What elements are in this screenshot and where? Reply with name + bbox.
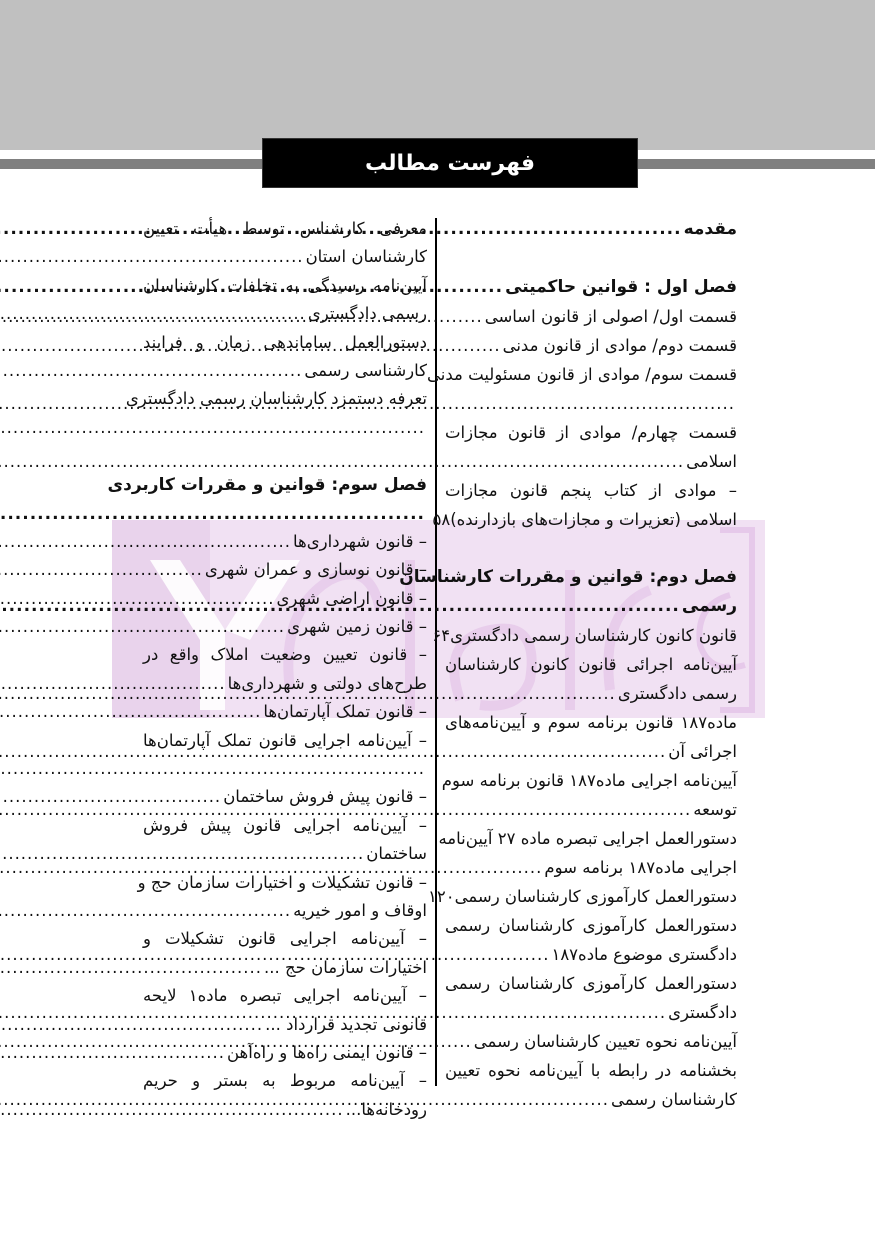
toc-entry-title: – قانون زمین شهری — [287, 617, 427, 637]
dot-leader — [0, 556, 205, 584]
toc-entry-title: مقدمه — [683, 219, 737, 239]
toc-entry[interactable] — [143, 755, 427, 783]
toc-page-number: ۶۴ — [432, 626, 451, 645]
toc-entry-line[interactable]: معرفی کارشناس توسط هیأت تعیین — [143, 219, 427, 238]
toc-entry-title: دادگستری موضوع ماده۱۸۷ — [551, 945, 737, 964]
toc-entry[interactable] — [143, 954, 427, 982]
toc-entry[interactable] — [143, 783, 427, 811]
toc-entry[interactable] — [143, 1039, 427, 1067]
toc-entry-title: رودخانه‌ها... — [345, 1099, 427, 1119]
toc-entry-line[interactable]: آیین‌نامه رسیدگی به تخلفات کارشناسان — [143, 275, 427, 295]
toc-entry[interactable] — [445, 1027, 737, 1056]
toc-entry[interactable] — [445, 331, 737, 360]
dot-leader — [0, 698, 263, 726]
toc-entry[interactable] — [143, 528, 427, 556]
toc-entry[interactable] — [143, 670, 427, 698]
toc-entry-title: – قانون تملک آپارتمان‌ها — [263, 702, 427, 722]
toc-entry-title: توسعه — [693, 800, 737, 819]
toc-entry-title: – قانون شهرداری‌ها — [293, 531, 427, 551]
toc-entry[interactable] — [143, 840, 427, 868]
toc-entry-line[interactable]: بخشنامه در رابطه با آیین‌نامه نحوه تعیین — [445, 1061, 737, 1080]
dot-leader — [0, 897, 293, 925]
spacer — [445, 534, 737, 563]
toc-entry-title: اجرایی ماده۱۸۷ برنامه سوم — [544, 858, 737, 877]
dot-leader — [0, 840, 366, 868]
toc-entry-line[interactable]: دستورالعمل کارآموزی کارشناسان رسمی — [445, 916, 737, 935]
dot-leader — [0, 500, 427, 528]
toc-entry-title: اسلامی (تعزیرات و مجازات‌های بازدارنده) — [450, 510, 737, 529]
header-band — [0, 0, 875, 150]
toc-entry[interactable] — [432, 621, 737, 650]
toc-entry-line[interactable]: دستورالعمل ساماندهی زمان و فرایند — [143, 332, 427, 352]
toc-chapter-2-line[interactable]: فصل دوم: قوانین و مقررات کارشناسان — [399, 567, 737, 587]
toc-entry-title: قانون کانون کارشناسان رسمی دادگستری — [450, 626, 737, 645]
chapter-title: فصل اول : قوانین حاکمیتی — [505, 277, 737, 297]
toc-entry-title: اختیارات سازمان حج ... — [264, 957, 427, 977]
toc-entry[interactable] — [143, 414, 427, 442]
toc-entry-line[interactable]: – آیین‌نامه اجرایی قانون تملک آپارتمان‌ها — [143, 730, 427, 750]
toc-entry-title: کارشناسان استان — [305, 247, 427, 267]
toc-entry[interactable] — [445, 1085, 737, 1114]
spacer — [143, 442, 427, 471]
toc-entry[interactable] — [143, 613, 427, 641]
page-title-box — [262, 138, 638, 188]
toc-entry-line[interactable]: – آیین‌نامه مربوط به بستر و حریم — [143, 1071, 427, 1091]
toc-entry-title: – قانون ایمنی راه‌ها و راه‌آهن — [226, 1042, 427, 1062]
toc-left-column — [107, 215, 427, 1124]
toc-entry-line[interactable]: – آیین‌نامه اجرایی تبصره ماده۱ لایحه — [143, 986, 427, 1006]
toc-entry[interactable] — [143, 243, 427, 271]
toc-entry-title: – قانون اراضی شهری — [276, 588, 427, 608]
toc-entry-line[interactable]: – آیین‌نامه اجرایی قانون تشکیلات و — [143, 929, 427, 949]
toc-entry-line[interactable]: دستورالعمل کارآموزی کارشناسان رسمی — [445, 974, 737, 993]
dot-leader — [0, 954, 264, 982]
dot-leader — [0, 1096, 346, 1124]
toc-entry[interactable] — [432, 505, 737, 534]
toc-chapter-1[interactable] — [445, 273, 737, 302]
toc-entry-title: قانونی تجدید قرارداد ... — [265, 1014, 427, 1034]
toc-entry-line[interactable]: – قانون تعیین وضعیت املاک واقع در — [143, 645, 427, 665]
toc-entry-line[interactable]: دستورالعمل اجرایی تبصره ماده ۲۷ آیین‌نامه — [438, 829, 737, 848]
toc-entry-line[interactable]: قسمت چهارم/ موادی از قانون مجازات — [445, 423, 737, 442]
toc-chapter-2[interactable] — [445, 592, 737, 621]
dot-leader — [0, 670, 228, 698]
spacer — [445, 244, 737, 273]
toc-entry[interactable] — [143, 357, 427, 385]
toc-entry-title: دادگستری — [668, 1003, 737, 1022]
toc-entry-title: اجرائی آن — [668, 742, 737, 761]
toc-entry-title: رسمی دادگستری — [307, 304, 427, 324]
toc-entry[interactable] — [445, 737, 737, 766]
dot-leader — [0, 528, 293, 556]
toc-entry-title: – قانون نوسازی و عمران شهری — [204, 560, 427, 580]
dot-leader — [0, 613, 287, 641]
toc-entry-title: دستورالعمل کارآموزی کارشناسان رسمی — [454, 887, 737, 906]
toc-entry[interactable] — [445, 302, 737, 331]
dot-leader — [0, 1039, 227, 1067]
toc-entry-line[interactable]: آیین‌نامه اجرائی قانون کانون کارشناسان — [445, 655, 737, 674]
toc-chapter-3[interactable] — [143, 500, 427, 528]
dot-leader — [0, 300, 308, 328]
dot-leader — [0, 357, 304, 385]
toc-entry-title: قسمت دوم/ موادی از قانون مدنی — [502, 336, 737, 355]
toc-entry-title: کارشناسان رسمی — [611, 1090, 737, 1109]
dot-leader — [0, 414, 427, 442]
toc-entry-title: کارشناسی رسمی — [304, 360, 427, 380]
toc-entry[interactable] — [445, 795, 737, 824]
dot-leader — [0, 755, 427, 783]
toc-entry[interactable] — [143, 585, 427, 613]
toc-entry[interactable] — [143, 556, 427, 584]
toc-entry-title: اوقاف و امور خیریه — [293, 900, 427, 920]
toc-entry[interactable] — [143, 698, 427, 726]
toc-entry[interactable] — [445, 447, 737, 476]
toc-entry-line[interactable]: قسمت سوم/ موادی از قانون مسئولیت مدنی — [427, 365, 737, 384]
toc-entry-line[interactable]: ماده۱۸۷ قانون برنامه سوم و آیین‌نامه‌های — [445, 713, 737, 732]
toc-entry-line[interactable]: تعرفه دستمزد کارشناسان رسمی دادگستری — [125, 389, 427, 409]
toc-right-column — [399, 215, 737, 1114]
toc-entry-title: آیین‌نامه نحوه تعیین کارشناسان رسمی — [473, 1032, 737, 1051]
toc-entry-title: – قانون پیش فروش ساختمان — [223, 787, 427, 807]
toc-entry-line[interactable]: – آیین‌نامه اجرایی قانون پیش فروش — [143, 815, 427, 835]
toc-entry[interactable] — [428, 882, 737, 911]
toc-entry[interactable] — [445, 998, 737, 1027]
toc-entry-line[interactable]: – قانون تشکیلات و اختیارات سازمان حج و — [137, 872, 427, 892]
toc-entry-intro[interactable] — [445, 215, 737, 244]
toc-entry[interactable] — [445, 940, 737, 969]
toc-entry[interactable] — [143, 1011, 427, 1039]
toc-page-number: ۵۸ — [432, 510, 451, 529]
toc-entry-line[interactable]: – موادی از کتاب پنجم قانون مجازات — [445, 481, 737, 500]
toc-entry-line[interactable]: آیین‌نامه اجرایی ماده۱۸۷ قانون برنامه سوم — [441, 771, 737, 790]
dot-leader — [0, 783, 223, 811]
toc-chapter-3-line[interactable]: فصل سوم: قوانین و مقررات کاربردی — [107, 475, 427, 496]
toc-page-number: ۱۲۰ — [428, 887, 455, 906]
toc-entry[interactable] — [445, 679, 737, 708]
toc-entry[interactable] — [445, 389, 737, 418]
toc-entry-title: اسلامی — [686, 452, 737, 471]
toc-entry[interactable] — [445, 853, 737, 882]
toc-entry-title: قسمت اول/ اصولی از قانون اساسی — [484, 307, 737, 326]
dot-leader — [0, 585, 277, 613]
toc-entry-title: طرح‌های دولتی و شهرداری‌ها — [227, 673, 427, 693]
toc-entry-title: ساختمان — [366, 844, 427, 864]
dot-leader — [0, 243, 306, 271]
toc-entry[interactable] — [143, 1096, 427, 1124]
dot-leader — [0, 1011, 265, 1039]
toc-entry-title: رسمی دادگستری — [617, 684, 737, 703]
chapter-title: رسمی — [681, 596, 737, 616]
toc-entry[interactable] — [143, 300, 427, 328]
page-title: فهرست مطالب — [364, 150, 536, 176]
toc-entry[interactable] — [143, 897, 427, 925]
